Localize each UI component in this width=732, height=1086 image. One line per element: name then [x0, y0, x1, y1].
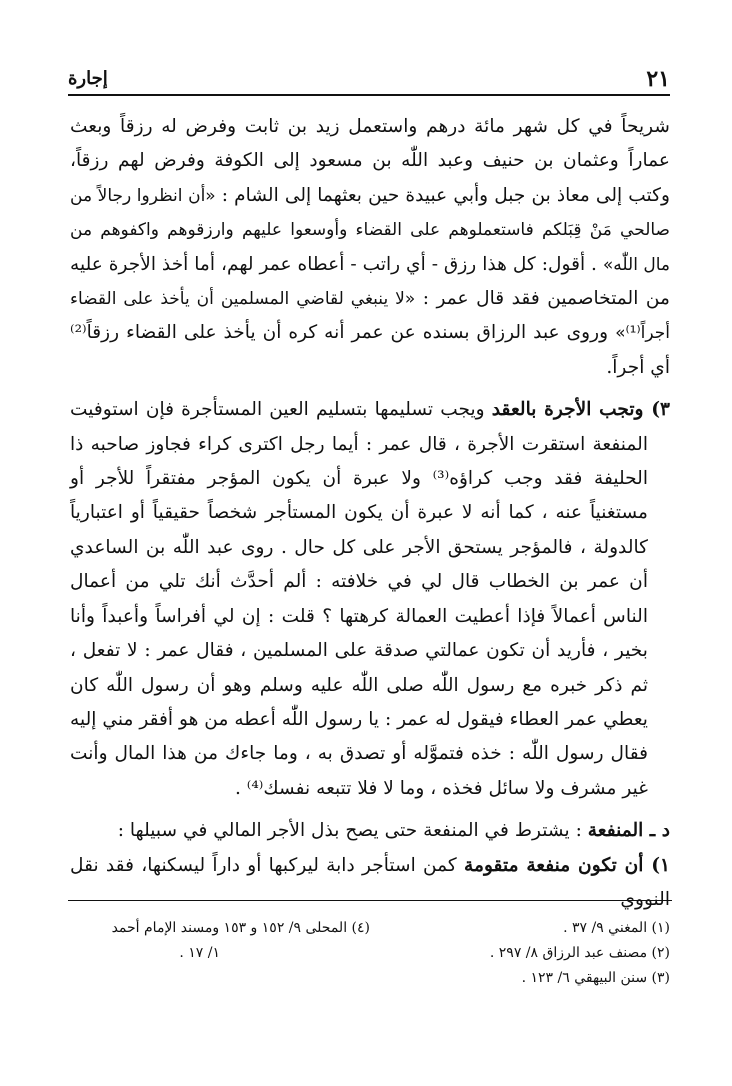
quote-umar-judge: «لا ينبغي لقاضي المسلمين أن يأخذ على القضاء أجراً⁽¹⁾»: [70, 289, 670, 344]
footnote-2: (٢) مصنف عبد الرزاق ٨/ ٢٩٧ .: [489, 945, 670, 961]
paragraph-text: شريحاً في كل شهر مائة درهم واستعمل زيد بن ثابت وفرض له رزقاً وبعث عماراً وعثمان بن حنيف وعبد اللّٰه بن مسعود إلى الكوفة وفرض لهم رزقاً، وكتب إلى معاذ بن جبل وأبي عبيدة حين بعثهما إلى الشام :: [70, 116, 670, 206]
footnote-3: (٣) سنن البيهقي ٦/ ١٢٣ .: [521, 970, 670, 986]
main-text: [70, 110, 670, 917]
header-rule: [68, 94, 670, 96]
running-title: إجارة: [68, 68, 108, 89]
page-header: [68, 62, 670, 96]
paragraph-text: ويجب تسليمها بتسليم العين المستأجرة فإن استوفيت المنفعة استقرت الأجرة ، قال عمر : أيما رجل اكترى كراء فجاوز صاحبه ذا الحليفة فقد وجب كراؤه⁽³⁾ ولا عبرة أن يكون المؤجر مفتقراً للأجر أو مستغنياً عنه ، كما أنه لا عبرة أن يكون المستأجر شخصاً حقيقياً أو اعتبارياً كالدولة ، فالمؤجر يستحق الأجر على كل حال . روى عبد اللّٰه بن الساعدي أن عمر بن الخطاب قال لي في خلافته : ألم أحدَّث أنك تلي من أعمال الناس أعمالاً فإذا أعطيت العمالة كرهتها ؟ قلت : إن لي أفراساً وأعبداً وأنا بخير ، فأريد أن تكون عمالتي صدقة على المسلمين ، فقال عمر : لا تفعل ، ثم ذكر خبره مع رسول اللّٰه صلى اللّٰه عليه وسلم وهو أن رسول اللّٰه كان يعطي عمر العطاء فيقول له عمر : يا رسول اللّٰه أعطه من هو أفقر مني إليه فقال رسول اللّٰه : خذه فتموَّله أو تصدق به ، وما جاءك من هذا المال وأنت غير مشرف ولا سائل فخذه ، وما لا فلا تتبعه نفسك⁽⁴⁾ .: [70, 399, 648, 799]
section-heading: ٣) وتجب الأجرة بالعقد: [491, 399, 670, 421]
footnotes-right-column: [370, 916, 670, 991]
paragraph-text: وروى عبد الرزاق بسنده عن عمر أنه كره أن يأخذ على القضاء رزقاً⁽²⁾ أي أجراً.: [70, 322, 670, 378]
paragraph-benefit-condition: [70, 849, 670, 918]
section-heading: ١) أن تكون منفعة متقومة: [464, 854, 670, 876]
footnote-1: (١) المغني ٩/ ٣٧ .: [563, 920, 670, 936]
paragraph-text: كمن استأجر دابة ليركبها أو داراً ليسكنها، فقد نقل النووي: [70, 854, 670, 910]
footnote-4: (٤) المحلى ٩/ ١٥٢ و ١٥٣ ومسند الإمام أحمد: [111, 920, 370, 936]
paragraph-benefit: [70, 814, 670, 848]
paragraph-salaries: [70, 110, 670, 385]
paragraph-text: : يشترط في المنفعة حتى يصح بذل الأجر المالي في سبيلها :: [117, 820, 582, 842]
section-heading: د ـ المنفعة: [587, 820, 670, 842]
footnotes-left-column: [70, 916, 370, 966]
paragraph-wage-due: [70, 393, 670, 806]
quote-umar-letter: «أن انظروا رجالاً من صالحي مَنْ قِبَلكم فاستعملوهم على القضاء وأوسعوا عليهم وارزقوهم واكفوهم من مال اللّٰه»: [70, 185, 670, 275]
footnote-rule: [68, 900, 672, 901]
page-number: ٢١: [646, 66, 670, 92]
paragraph-text: . أقول: كل هذا رزق - أي راتب - أعطاه عمر لهم، أما أخذ الأجرة عليه من المتخاصمين فقد قال عمر :: [70, 253, 670, 310]
footnote-4-continued: ١/ ١٧ .: [179, 945, 220, 961]
